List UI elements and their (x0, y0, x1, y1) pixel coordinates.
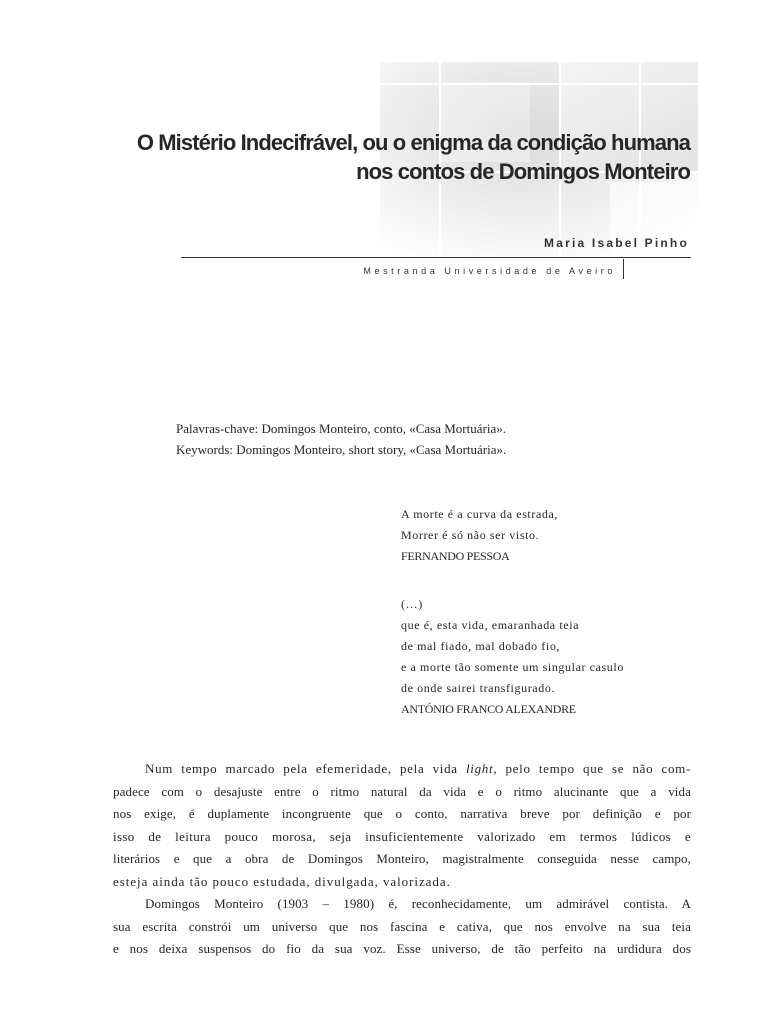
body-line: isso de leitura pouco morosa, seja insuficientemente valorizado em termos lúdicos e (113, 828, 691, 844)
body-text-run: , pelo tempo que se não com- (493, 761, 691, 776)
keywords-pt: Palavras-chave: Domingos Monteiro, conto, «Casa Mortuária». (176, 421, 506, 436)
body-line: sua escrita constrói um universo que nos fascina e cativa, que nos envolve na sua teia (113, 918, 691, 934)
body-line: nos exige, é duplamente incongruente que o conto, narrativa breve por definição e por (113, 806, 691, 821)
header-rule-tick (623, 259, 624, 279)
author-affiliation: Mestranda Universidade de Aveiro (363, 266, 616, 276)
body-line (113, 758, 691, 781)
article-title-line-1: O Mistério Indecifrável, ou o enigma da condição humana (136, 130, 690, 155)
epigraph-line: Morrer é só não ser visto. (401, 528, 540, 542)
keywords-en: Keywords: Domingos Monteiro, short story, «Casa Mortuária». (176, 442, 507, 457)
epigraph-attribution: FERNANDO PESSOA (401, 549, 510, 563)
keywords-block (176, 418, 506, 460)
body-line: literários e que a obra de Domingos Monteiro, magistralmente conseguida nesse campo, (113, 851, 691, 866)
epigraph-line: que é, esta vida, emaranhada teia (401, 618, 580, 632)
header-rule (181, 257, 691, 258)
body-line: e nos deixa suspensos do fio da sua voz. Esse universo, de tão perfeito na urdidura dos (113, 941, 691, 956)
author-name: Maria Isabel Pinho (544, 236, 689, 250)
epigraph-line: e a morte tão somente um singular casulo (401, 660, 624, 674)
body-line: esteja ainda tão pouco estudada, divulgada, valorizada. (113, 873, 451, 889)
epigraph-line: de mal fiado, mal dobado fio, (401, 639, 561, 653)
body-emphasis: light (465, 761, 494, 776)
article-title-line-2: nos contos de Domingos Monteiro (356, 159, 690, 184)
epigraph-line: A morte é a curva da estrada, (401, 507, 558, 521)
epigraph-line: de onde sairei transfigurado. (401, 681, 556, 695)
body-text (113, 758, 691, 961)
epigraph-pessoa (401, 504, 558, 567)
epigraph-attribution: ANTÓNIO FRANCO ALEXANDRE (401, 702, 576, 716)
body-line: Domingos Monteiro (1903 – 1980) é, reconhecidamente, um admirável contista. A (145, 896, 691, 911)
epigraph-line: (…) (401, 597, 423, 611)
body-text-run: Num tempo marcado pela efemeridade, pela vida (145, 761, 458, 776)
epigraph-alexandre (401, 594, 624, 720)
body-line: padece com o desajuste entre o ritmo natural da vida e o ritmo alucinante que a vida (113, 783, 691, 799)
article-title (70, 128, 690, 186)
